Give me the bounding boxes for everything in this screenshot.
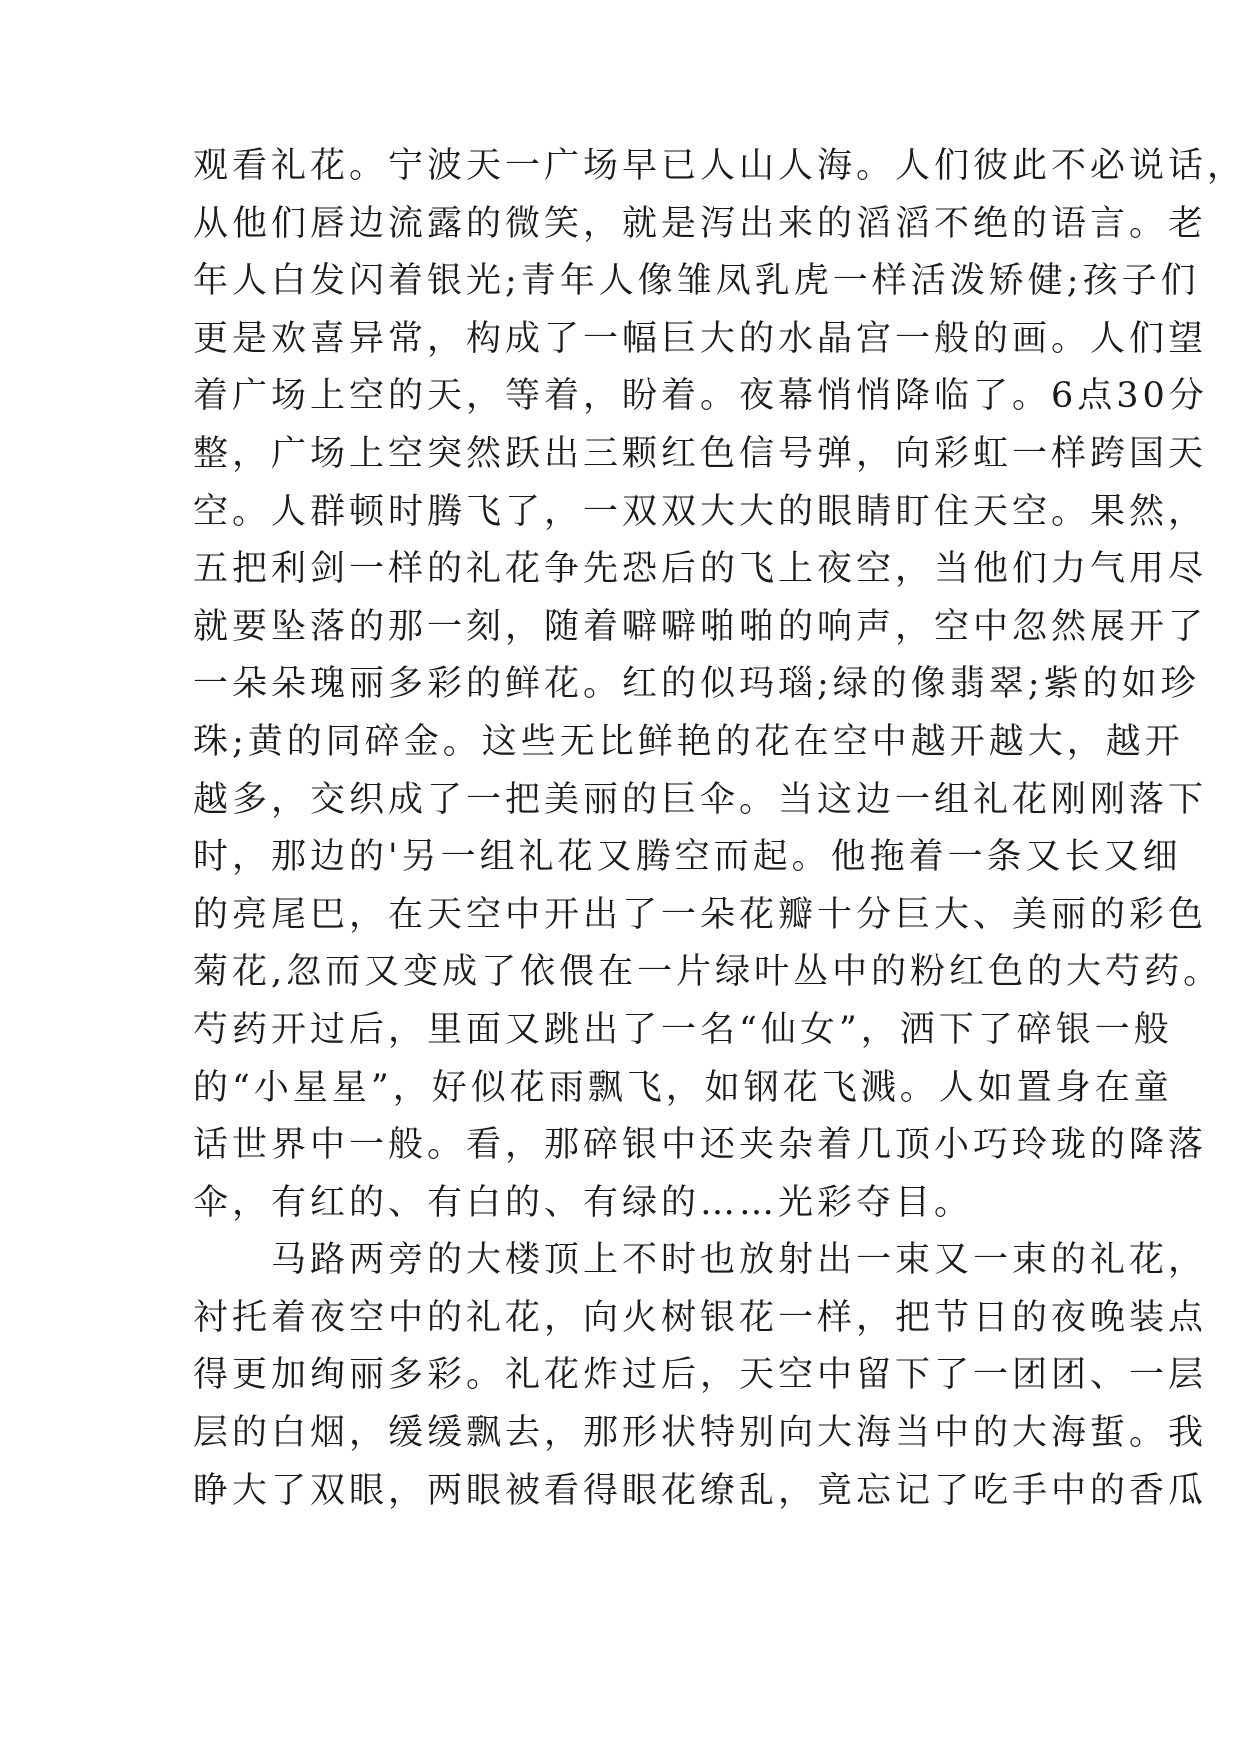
text-line: 观看礼花。宁波天一广场早已人山人海。人们彼此不必说话， — [193, 146, 1246, 186]
text-line: 芍药开过后，里面又跳出了一名“仙女”，洒下了碎银一般 — [193, 1009, 1173, 1050]
body-text — [193, 138, 1246, 1520]
text-line: 得更加绚丽多彩。礼花炸过后，天空中留下了一团团、一层 — [193, 1355, 1208, 1396]
text-line: 从他们唇边流露的微笑，就是泻出来的滔滔不绝的语言。老 — [193, 203, 1208, 244]
text-line: 就要坠落的那一刻，随着噼噼啪啪的响声，空中忽然展开了 — [193, 606, 1208, 647]
text-line: 的“小星星”，好似花雨飘飞，如钢花飞溅。人如置身在童 — [193, 1067, 1173, 1108]
text-line: 一朵朵瑰丽多彩的鲜花。红的似玛瑙;绿的像翡翠;紫的如珍 — [193, 664, 1200, 705]
text-line: 空。人群顿时腾飞了，一双双大大的眼睛盯住天空。果然， — [193, 491, 1208, 532]
text-line: 时，那边的'另一组礼花又腾空而起。他拖着一条又长又细 — [193, 837, 1182, 878]
text-line: 越多，交织成了一把美丽的巨伞。当这边一组礼花刚刚落下 — [193, 779, 1208, 820]
text-line: 菊花,忽而又变成了依偎在一片绿叶丛中的粉红色的大芍药。 — [193, 952, 1223, 993]
text-line: 的亮尾巴，在天空中开出了一朵花瓣十分巨大、美丽的彩色 — [193, 894, 1208, 935]
text-line: 睁大了双眼，两眼被看得眼花缭乱，竟忘记了吃手中的香瓜 — [193, 1470, 1208, 1511]
text-line: 衬托着夜空中的礼花，向火树银花一样，把节日的夜晚装点 — [193, 1297, 1208, 1338]
text-line: 层的白烟，缓缓飘去，那形状特别向大海当中的大海蜇。我 — [193, 1413, 1208, 1454]
text-line: 更是欢喜异常，构成了一幅巨大的水晶宫一般的画。人们望 — [193, 318, 1208, 359]
text-line: 伞，有红的、有白的、有绿的……光彩夺目。 — [193, 1182, 974, 1223]
text-line: 五把利剑一样的礼花争先恐后的飞上夜空，当他们力气用尽 — [193, 549, 1208, 590]
text-line: 着广场上空的天，等着，盼着。夜幕悄悄降临了。6点30分 — [193, 376, 1208, 417]
text-line: 珠;黄的同碎金。这些无比鲜艳的花在空中越开越大，越开 — [193, 721, 1184, 762]
text-line: 话世界中一般。看，那碎银中还夹杂着几顶小巧玲珑的降落 — [193, 1125, 1208, 1166]
paragraph-first-line: 马路两旁的大楼顶上不时也放射出一束又一束的礼花， — [271, 1240, 1208, 1281]
text-line: 整，广场上空突然跃出三颗红色信号弹，向彩虹一样跨国天 — [193, 433, 1208, 474]
text-line: 年人白发闪着银光;青年人像雏凤乳虎一样活泼矫健;孩子们 — [193, 261, 1200, 302]
